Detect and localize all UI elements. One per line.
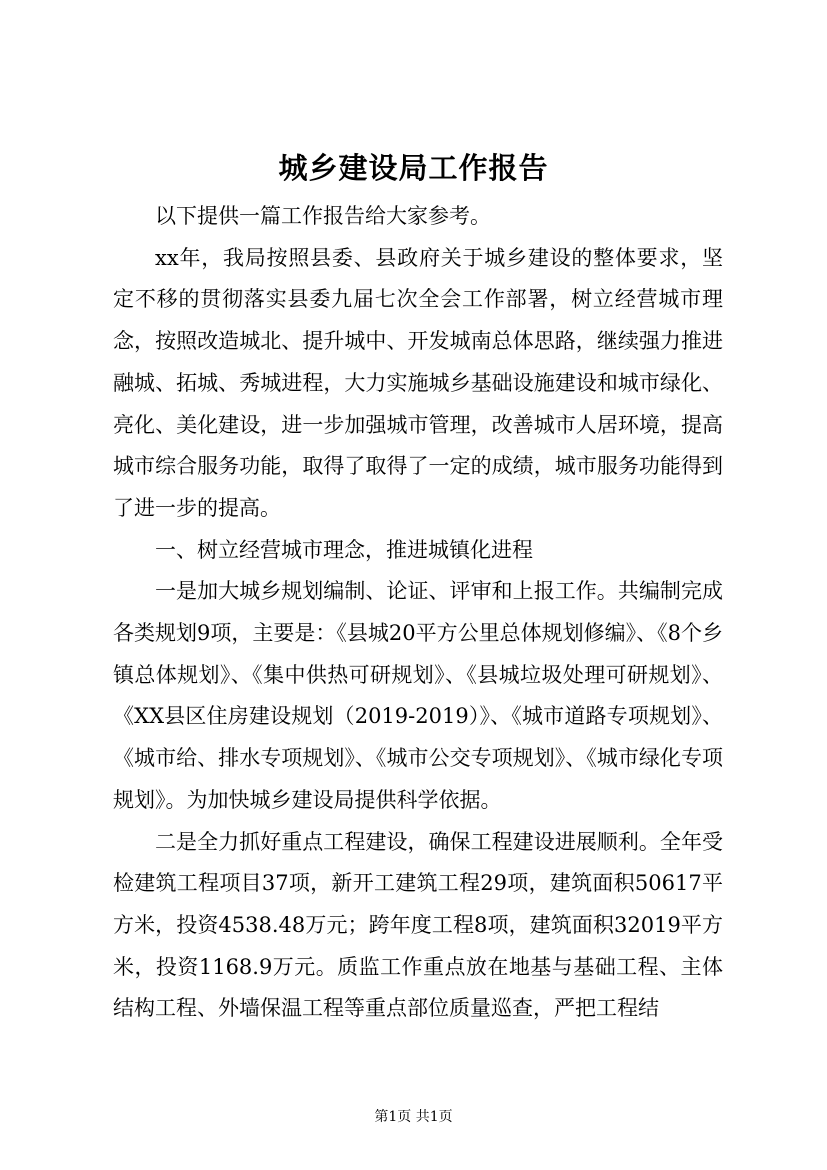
document-title: 城乡建设局工作报告 [278,151,549,185]
paragraph-summary: xx年，我局按照县委、县政府关于城乡建设的整体要求，坚定不移的贯彻落实县委九届七次全会工作部署，树立经营城市理念，按照改造城北、提升城中、开发城南总体思路，继续强力推进融城、拓城、秀城进程，大力实施城乡基础设施建设和城市绿化、亮化、美化建设，进一步加强城市管理，改善城市人居环境，提高城市综合服务功能，取得了取得了一定的成绩，城市服务功能得到了进一步的提高。 [113,245,723,520]
document-body [113,196,723,1030]
page-number: 第1页 共1页 [374,1109,453,1125]
paragraph-intro: 以下提供一篇工作报告给大家参考。 [155,204,491,228]
paragraph-planning: 一是加大城乡规划编制、论证、评审和上报工作。共编制完成各类规划9项，主要是：《县城20平方公里总体规划修编》、《8个乡镇总体规划》、《集中供热可研规划》、《县城垃圾处理可研规划》、《XX县区住房建设规划（2019-2019）》、《城市道路专项规划》、《城市给、排水专项规划》、《城市公交专项规划》、《城市绿化专项规划》。为加快城乡建设局提供科学依据。 [113,579,723,812]
section-heading: 一、树立经营城市理念，推进城镇化进程 [155,537,533,562]
paragraph-construction: 二是全力抓好重点工程建设，确保工程建设进展顺利。全年受检建筑工程项目37项，新开工建筑工程29项，建筑面积50617平方米，投资4538.48万元；跨年度工程8项，建筑面积32019平方米，投资1168.9万元。质监工作重点放在地基与基础工程、主体结构工程、外墙保温工程等重点部位质量巡查，严把工程结 [113,829,723,1021]
